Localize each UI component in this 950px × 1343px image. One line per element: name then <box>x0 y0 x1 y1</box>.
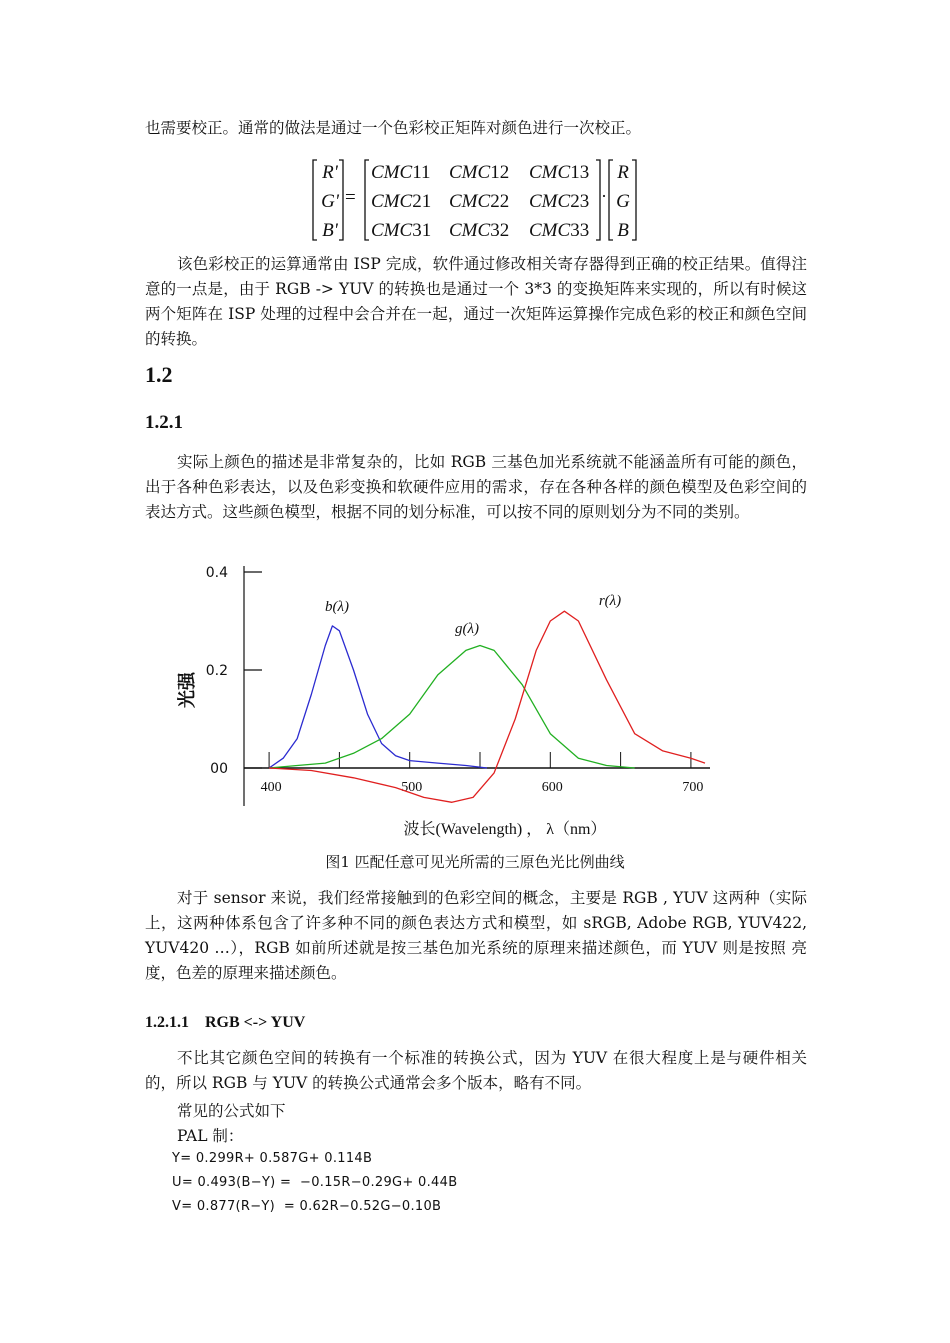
matrix-row <box>371 187 589 216</box>
cell-index: 22 <box>490 191 510 212</box>
cell-label: CMC <box>449 162 491 183</box>
formula-u: U= 0.493(B−Y) = −0.15R−0.29G+ 0.44B <box>172 1175 458 1190</box>
lhs-g: G' <box>321 191 339 212</box>
heading-1-2-1-1: 1.2.1.1 RGB <-> YUV <box>145 1014 306 1031</box>
formula-v: V= 0.877(R−Y) = 0.62R−0.52G−0.10B <box>172 1199 442 1214</box>
formula-y: Y= 0.299R+ 0.587G+ 0.114B <box>172 1151 373 1166</box>
x-tick-label: 400 <box>260 780 282 795</box>
matrix-rows <box>371 158 589 245</box>
heading-1-2: 1.2 <box>145 362 173 387</box>
cell-index: 11 <box>412 162 431 183</box>
color-correction-matrix-equation <box>305 156 645 244</box>
cell-label: CMC <box>371 191 413 212</box>
lhs-b: B' <box>322 220 338 241</box>
series-line <box>269 611 705 802</box>
cell-label: CMC <box>529 220 571 241</box>
series-label: g(λ) <box>455 621 479 637</box>
cell-index: 33 <box>570 220 590 241</box>
matrix-row <box>371 158 589 187</box>
pal-label: PAL 制： <box>177 1127 244 1145</box>
dot-operator: · <box>601 186 607 206</box>
figure-caption: 图1 匹配任意可见光所需的三原色光比例曲线 <box>325 853 625 871</box>
rhs-g: G <box>616 191 630 212</box>
y-tick-label: 0.2 <box>205 663 228 679</box>
cell-index: 31 <box>412 220 432 241</box>
equals-sign: = <box>345 187 356 208</box>
paragraph-sensor: 对于 sensor 来说，我们经常接触到的色彩空间的概念，主要是 RGB , YUV 这两种（实际上，这两种体系包含了许多种不同的颜色表达方式和模型，如 sRGB, Adobe RGB, YUV422, YUV420 …），RGB 如前所述就是按三基色加光系统的原理来描述颜色，而 YUV 则是按照 亮度，色差的原理来描述颜色。 <box>145 889 807 982</box>
paragraph-ccm: 该色彩校正的运算通常由 ISP 完成，软件通过修改相关寄存器得到正确的校正结果。值得注意的一点是，由于 RGB -> YUV 的转换也是通过一个 3*3 的变换矩阵来实现的，所以有时候这两个矩阵在 ISP 处理的过程中会合并在一起，通过一次矩阵运算操作完成色彩的校正和颜色空间的转换。 <box>145 255 807 348</box>
series-line <box>269 626 487 768</box>
rhs-b: B <box>617 220 629 241</box>
y-axis-label: 光强 <box>177 672 198 708</box>
cell-label: CMC <box>529 191 571 212</box>
series-line <box>269 646 635 769</box>
matrix-row <box>371 216 589 245</box>
cell-index: 21 <box>412 191 432 212</box>
common-formula-label: 常见的公式如下 <box>177 1102 286 1120</box>
rhs-r: R <box>617 162 629 183</box>
cell-index: 12 <box>490 162 510 183</box>
x-axis-label: 波长(Wavelength) ， λ（nm） <box>403 821 607 838</box>
y-tick-label: 0.4 <box>205 565 228 581</box>
cell-label: CMC <box>529 162 571 183</box>
cell-index: 32 <box>490 220 510 241</box>
intro-line: 也需要校正。通常的做法是通过一个色彩校正矩阵对颜色进行一次校正。 <box>145 119 642 137</box>
cell-label: CMC <box>371 220 413 241</box>
series-label: b(λ) <box>325 599 349 615</box>
paragraph-rgb-yuv: 不比其它颜色空间的转换有一个标准的转换公式，因为 YUV 在很大程度上是与硬件相关的，所以 RGB 与 YUV 的转换公式通常会多个版本，略有不同。 <box>145 1049 807 1092</box>
paragraph-color-models: 实际上颜色的描述是非常复杂的，比如 RGB 三基色加光系统就不能涵盖所有可能的颜色，出于各种色彩表达，以及色彩变换和软硬件应用的需求，存在各种各样的颜色模型及色彩空间的表达方式。这些颜色模型，根据不同的划分标准，可以按不同的原则划分为不同的类别。 <box>145 453 807 521</box>
cell-label: CMC <box>449 220 491 241</box>
cell-index: 13 <box>570 162 590 183</box>
heading-1-2-1: 1.2.1 <box>145 412 183 433</box>
cell-label: CMC <box>371 162 413 183</box>
cell-index: 23 <box>570 191 590 212</box>
x-tick-label: 500 <box>401 780 423 795</box>
y-tick-label: 00 <box>210 761 228 777</box>
series-label: r(λ) <box>598 593 622 609</box>
lhs-r: R' <box>322 162 338 183</box>
x-tick-label: 700 <box>682 780 704 795</box>
cell-label: CMC <box>449 191 491 212</box>
x-tick-label: 600 <box>541 780 563 795</box>
